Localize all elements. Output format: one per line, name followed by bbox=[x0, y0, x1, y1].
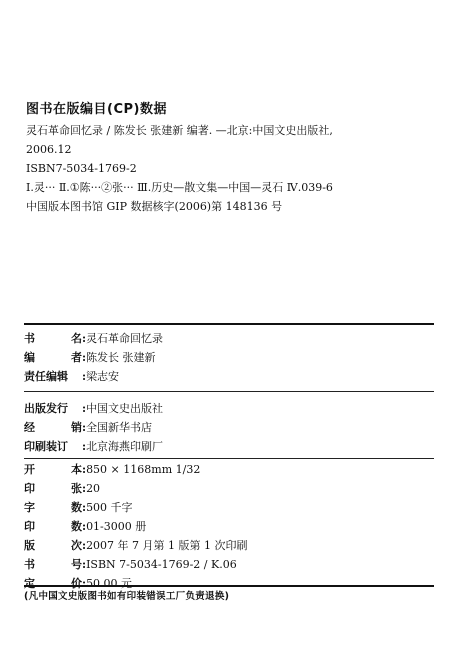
words-row: 字 数 : 500 千字 bbox=[24, 498, 434, 517]
sheets-value: 20 bbox=[86, 482, 101, 495]
cip-line-title: 灵石革命回忆录 / 陈发长 张建新 编著. —北京:中国文史出版社, bbox=[26, 124, 333, 137]
words-label: 字 数 bbox=[24, 501, 82, 514]
edition-row: 版 次 : 2007 年 7 月第 1 版第 1 次印刷 bbox=[24, 536, 434, 555]
printer-value: 北京海燕印刷厂 bbox=[86, 440, 164, 453]
publisher-value: 中国文史出版社 bbox=[86, 402, 164, 415]
divider-top bbox=[24, 323, 434, 325]
sheets-row: 印 张 : 20 bbox=[24, 479, 434, 498]
author-value: 陈发长 张建新 bbox=[86, 351, 156, 364]
author-label: 编 者 bbox=[24, 351, 82, 364]
distributor-label: 经 销 bbox=[24, 421, 82, 434]
isbn-label: 书 号 bbox=[24, 558, 82, 571]
editor-row: 责任编辑 : 梁志安 bbox=[24, 367, 434, 386]
book-title-row: 书 名 : 灵石革命回忆录 bbox=[24, 329, 434, 348]
format-label: 开 本 bbox=[24, 463, 82, 476]
book-title-label: 书 名 bbox=[24, 332, 82, 345]
specs-info bbox=[24, 460, 434, 593]
price-label: 定 价 bbox=[24, 577, 82, 590]
printer-label: 印刷装订 bbox=[24, 440, 68, 453]
divider-specs bbox=[24, 458, 434, 459]
editor-label: 责任编辑 bbox=[24, 370, 68, 383]
printer-row: 印刷装订 : 北京海燕印刷厂 bbox=[24, 437, 434, 456]
publisher-row: 出版发行 : 中国文史出版社 bbox=[24, 399, 434, 418]
edition-label: 版 次 bbox=[24, 539, 82, 552]
isbn-value: ISBN 7-5034-1769-2 / K.06 bbox=[86, 558, 237, 571]
format-value: 850 × 1168mm 1/32 bbox=[86, 463, 201, 476]
distributor-value: 全国新华书店 bbox=[86, 421, 153, 434]
publisher-label: 出版发行 bbox=[24, 402, 68, 415]
copies-row: 印 数 : 01-3000 册 bbox=[24, 517, 434, 536]
edition-value: 2007 年 7 月第 1 版第 1 次印刷 bbox=[86, 539, 248, 552]
sheets-label: 印 张 bbox=[24, 482, 82, 495]
divider-bottom bbox=[24, 585, 434, 587]
price-value: 50.00 元 bbox=[86, 577, 133, 590]
book-info bbox=[24, 329, 434, 386]
isbn-row: 书 号 : ISBN 7-5034-1769-2 / K.06 bbox=[24, 555, 434, 574]
author-row: 编 者 : 陈发长 张建新 bbox=[24, 348, 434, 367]
divider-middle bbox=[24, 391, 434, 392]
copies-value: 01-3000 册 bbox=[86, 520, 147, 533]
editor-value: 梁志安 bbox=[86, 370, 120, 383]
return-policy-note: (凡中国文史版图书如有印装错误工厂负责退换) bbox=[24, 591, 230, 602]
cip-line-record-number: 中国版本图书馆 GIP 数据核字(2006)第 148136 号 bbox=[26, 200, 283, 213]
cip-line-isbn: ISBN7-5034-1769-2 bbox=[26, 162, 137, 175]
distributor-row: 经 销 : 全国新华书店 bbox=[24, 418, 434, 437]
publication-info bbox=[24, 399, 434, 456]
cip-block bbox=[26, 98, 426, 216]
copies-label: 印 数 bbox=[24, 520, 82, 533]
words-value: 500 千字 bbox=[86, 501, 133, 514]
cip-line-classification: Ⅰ.灵··· Ⅱ.①陈···②张··· Ⅲ.历史—散文集—中国—灵石 Ⅳ.039-6 bbox=[26, 181, 333, 194]
book-title-value: 灵石革命回忆录 bbox=[86, 332, 164, 345]
cip-line-date: 2006.12 bbox=[26, 143, 72, 156]
cip-title: 图书在版编目(CP)数据 bbox=[26, 102, 167, 117]
format-row: 开 本 : 850 × 1168mm 1/32 bbox=[24, 460, 434, 479]
price-row: 定 价 : 50.00 元 bbox=[24, 574, 434, 593]
